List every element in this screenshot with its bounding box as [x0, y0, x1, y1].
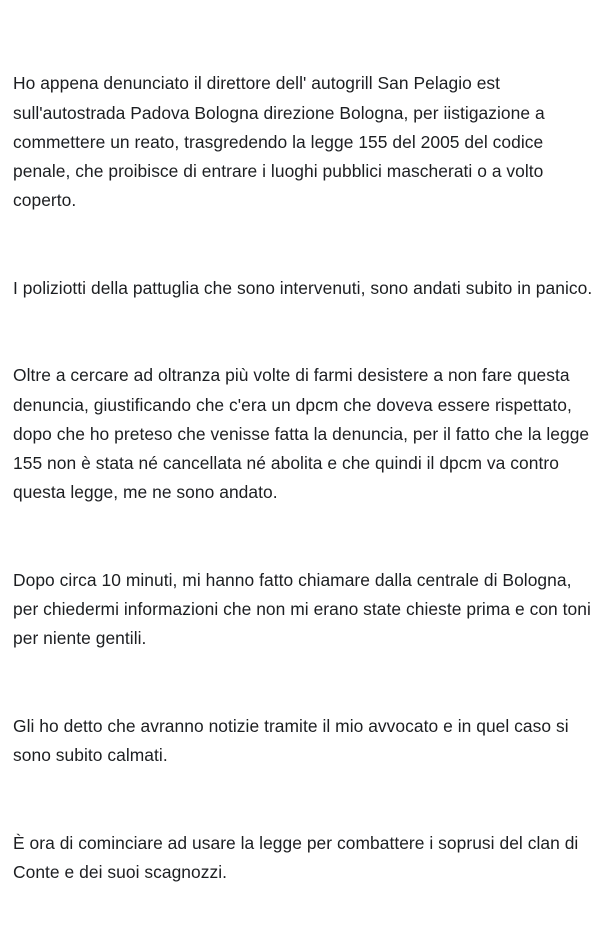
paragraph-5: Gli ho detto che avranno notizie tramite il mio avvocato e in quel caso si sono subito calmati.: [13, 715, 574, 766]
paragraph-1: Ho appena denunciato il direttore dell' autogrill San Pelagio est sull'autostrada Padova Bologna direzione Bologna, per iistigazione a commettere un reato, trasgredendo la legge 155 del 2005 del codice penale, che proibisce di entrare i luoghi pubblici mascherati o a volto coperto.: [13, 73, 550, 211]
paragraph-6: È ora di cominciare ad usare la legge per combattere i soprusi del clan di Conte e dei suoi scagnozzi.: [13, 832, 584, 882]
paragraph-2: I poliziotti della pattuglia che sono intervenuti, sono andati subito in panico.: [13, 277, 593, 298]
post-body: [13, 11, 597, 946]
paragraph-4: Dopo circa 10 minuti, mi hanno fatto chiamare dalla centrale di Bologna, per chiedermi informazioni che non mi erano state chieste prima e con toni per niente gentili.: [13, 569, 596, 649]
paragraph-3: Oltre a cercare ad oltranza più volte di farmi desistere a non fare questa denuncia, giustificando che c'era un dpcm che doveva essere rispettato, dopo che ho preteso che venisse fatta la denuncia, per il fatto che la legge 155 non è stata né cancellata né abolita e che quindi il dpcm va contro questa legge, me ne sono andato.: [13, 365, 595, 503]
